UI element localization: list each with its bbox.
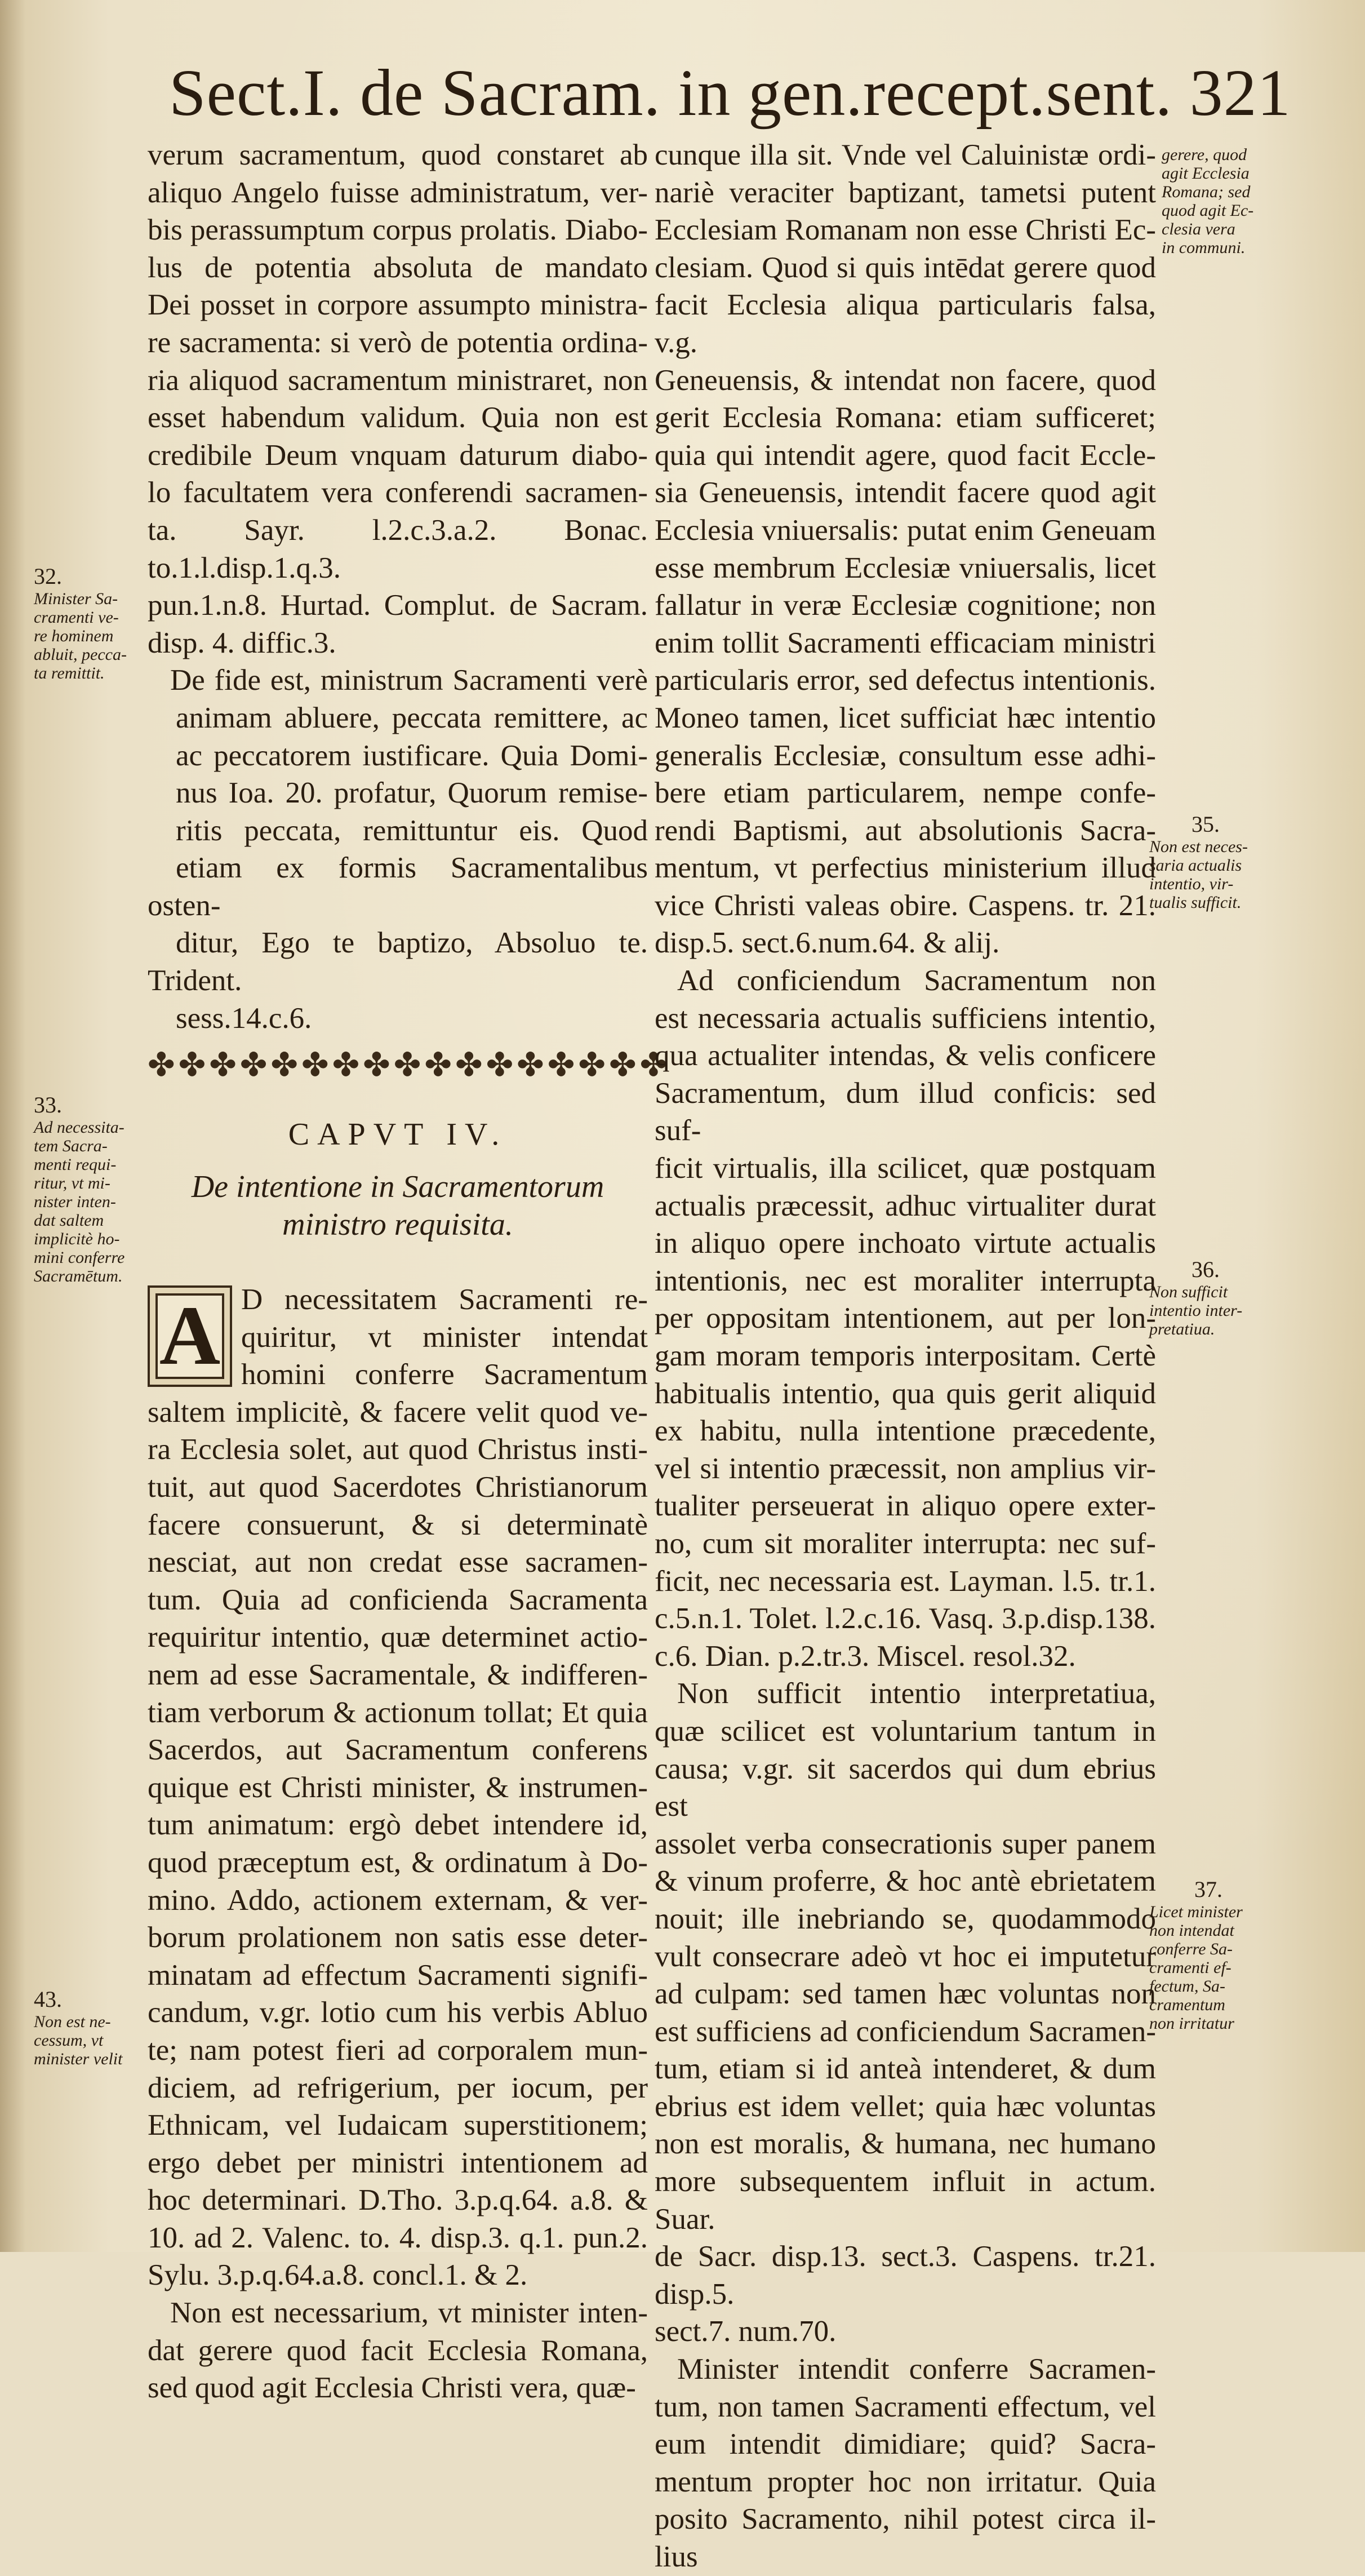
side-note-number: 33.: [34, 1092, 62, 1118]
side-note-line: non intendat: [1149, 1921, 1234, 1940]
side-note-line: implicitè ho-: [34, 1230, 120, 1248]
side-note-line: intentio, vir-: [1149, 875, 1234, 893]
text-line: generalis Ecclesiæ, consultum esse adhi-: [655, 739, 1156, 772]
text-line: non est moralis, & humana, nec humano: [655, 2127, 1156, 2161]
text-line: te; nam potest fieri ad corporalem mun-: [148, 2033, 648, 2067]
text-line: sect.7. num.70.: [655, 2315, 837, 2348]
text-line: Sacerdos, aut Sacramentum conferens: [148, 1733, 648, 1767]
page-header: Sect.I. de Sacram. in gen.recept.sent. 321: [169, 56, 1291, 130]
text-line: particularis error, sed defectus intentionis.: [655, 664, 1156, 697]
text-line: quia qui intendit agere, quod facit Eccle-: [655, 438, 1156, 472]
side-note-line: minister velit: [34, 2050, 123, 2068]
left-para-3: [148, 1394, 648, 2294]
chapter-heading: CAPVT IV.: [288, 1117, 508, 1152]
page-gutter-shadow: [0, 0, 25, 2252]
text-line: Ecclesia vniuersalis: putat enim Geneuam: [655, 513, 1156, 547]
text-line: rendi Baptismi, aut absolutionis Sacra-: [655, 814, 1156, 847]
text-line: Non sufficit intentio interpretatiua,: [677, 1677, 1156, 1710]
text-line: mino. Addo, actionem externam, & ver-: [148, 1883, 648, 1917]
side-note-line: Romana; sed: [1162, 183, 1251, 201]
text-line: mentum propter hoc non irritatur. Quia: [655, 2465, 1156, 2498]
right-para-1: [655, 136, 1156, 962]
text-line: disp.5. sect.6.num.64. & alij.: [655, 926, 1000, 960]
text-line: quæ scilicet est voluntarium tantum in: [655, 1714, 1156, 1748]
text-line: eum intendit dimidiare; quid? Sacra-: [655, 2428, 1156, 2461]
text-line: ritis peccata, remittuntur eis. Quod: [176, 814, 648, 847]
text-line: causa; v.gr. sit sacerdos qui dum ebrius est: [655, 1752, 1156, 1823]
right-para-3: [655, 1675, 1156, 2351]
text-line: tum, non tamen Sacramenti effectum, vel: [655, 2390, 1156, 2423]
text-line: fallatur in veræ Ecclesiæ cognitione; non: [655, 589, 1156, 622]
side-note-line: quod agit Ec-: [1162, 201, 1254, 220]
text-line: gam moram temporis interpositam. Certè: [655, 1340, 1156, 1372]
text-line: qua actualiter intendas, & velis conficere: [655, 1039, 1156, 1072]
text-line: per oppositam intentionem, aut per lon-: [655, 1302, 1156, 1335]
text-line: lo facultatem vera conferendi sacramen-: [148, 476, 648, 509]
side-note-line: in communi.: [1162, 238, 1246, 257]
side-note-line: non irritatur: [1149, 2014, 1234, 2033]
text-line: vel si intentio præcessit, non amplius vir-: [655, 1452, 1156, 1485]
text-line: ac peccatorem iustificare. Quia Domi-: [176, 739, 648, 772]
side-note-line: abluit, pecca-: [34, 645, 127, 664]
text-line: sed quod agit Ecclesia Christi vera, quæ-: [148, 2371, 636, 2405]
side-note-line: Non est neces-: [1149, 837, 1248, 856]
text-line: intentionis, nec est moraliter interrupta: [655, 1264, 1156, 1297]
text-line: in aliquo opere inchoato virtute actualis: [655, 1227, 1156, 1260]
text-line: candum, v.gr. lotio cum his verbis Abluo: [148, 1996, 648, 2029]
side-note-line: nister inten-: [34, 1192, 116, 1211]
right-para-4: [655, 2351, 1156, 2576]
text-line: borum prolationem non satis esse deter-: [148, 1921, 648, 1954]
text-line: Dei posset in corpore assumpto ministra-: [148, 289, 648, 322]
side-note-line: gerere, quod: [1162, 145, 1247, 164]
text-line: disp. 4. diffic.3.: [148, 626, 336, 659]
side-note-number: 43.: [34, 1987, 62, 2012]
side-note-line: Licet minister: [1149, 1903, 1243, 1921]
side-note-32: [34, 564, 141, 682]
text-line: & vinum proferre, & hoc antè ebrietatem: [655, 1865, 1156, 1898]
right-para-2: [655, 962, 1156, 1675]
right-column: [655, 136, 1156, 2576]
text-line: nem ad esse Sacramentale, & indifferen-: [148, 1658, 648, 1691]
side-note-line: saria actualis: [1149, 856, 1242, 875]
text-line: posito Sacramento, nihil potest circa il-: [655, 2503, 1156, 2536]
text-line: ta. Sayr. l.2.c.3.a.2. Bonac. to.1.l.disp.1.q.3.: [148, 513, 648, 584]
left-column: [148, 136, 671, 2407]
chapter-title: [148, 1168, 648, 1243]
text-line: tum. Quia ad conficienda Sacramenta: [148, 1583, 648, 1616]
side-note-line: cramenti ve-: [34, 608, 119, 627]
text-line: sess.14.c.6.: [176, 1001, 312, 1035]
text-line: ebrius est idem vellet; quia hæc voluntas: [655, 2090, 1156, 2123]
side-note-line: ta remittit.: [34, 664, 105, 682]
side-note-line: pretatiua.: [1149, 1320, 1215, 1338]
side-note-34-continued: [1162, 145, 1274, 257]
text-line: De fide est, ministrum Sacramenti verè: [170, 664, 648, 697]
text-line: bis perassumptum corpus prolatis. Diabo-: [148, 214, 648, 247]
side-note-line: menti requi-: [34, 1155, 117, 1174]
text-line: tiam verborum & actionum tollat; Et quia: [148, 1696, 648, 1729]
side-note-line: ritur, vt mi-: [34, 1174, 110, 1192]
side-note-37: [1149, 1877, 1268, 2033]
text-line: Geneuensis, & intendat non facere, quod: [655, 363, 1156, 397]
text-line: credibile Deum vnquam daturum diabo-: [148, 438, 648, 472]
side-note-34: [34, 1987, 146, 2068]
text-line: tum, etiam si id anteà intenderet, & dum: [655, 2052, 1156, 2086]
text-line: ficit virtualis, illa scilicet, quæ postquam: [655, 1152, 1156, 1185]
text-line: nariè veraciter baptizant, tametsi putent: [655, 176, 1156, 209]
ornament-divider: ✤✤✤✤✤✤✤✤✤✤✤✤✤✤✤✤✤: [148, 1047, 671, 1084]
text-line: vice Christi valeas obire. Caspens. tr. 21.: [655, 889, 1156, 922]
text-line: mentum, vt perfectius ministerium illud: [655, 852, 1156, 885]
text-line: homini conferre Sacramentum: [241, 1358, 648, 1391]
text-line: esse membrum Ecclesiæ vniuersalis, licet: [655, 551, 1156, 584]
text-line: Minister intendit conferre Sacramen-: [677, 2353, 1156, 2386]
text-line: lius: [655, 2540, 698, 2573]
side-note-line: re hominem: [34, 627, 114, 645]
text-line: Sylu. 3.p.q.64.a.8. concl.1. & 2.: [148, 2259, 528, 2292]
text-line: dat gerere quod facit Ecclesia Romana,: [148, 2334, 648, 2367]
side-note-line: Non est ne-: [34, 2012, 111, 2031]
text-line: est sufficiens ad conficiendum Sacramen-: [655, 2015, 1156, 2048]
text-line: nus Ioa. 20. profatur, Quorum remise-: [176, 777, 648, 810]
side-note-number: 37.: [1194, 1877, 1222, 1902]
text-line: Sacramentum, dum illud conficis: sed suf-: [655, 1076, 1156, 1147]
text-line: habitualis intentio, qua quis gerit aliquid: [655, 1377, 1156, 1410]
text-line: etiam ex formis Sacramentalibus osten-: [148, 852, 648, 922]
text-line: D necessitatem Sacramenti re-: [241, 1283, 648, 1316]
side-note-line: agit Ecclesia: [1162, 164, 1250, 183]
text-line: ad culpam: sed tamen hæc voluntas non: [655, 1978, 1156, 2011]
text-line: ditur, Ego te baptizo, Absoluo te. Trident.: [148, 926, 648, 997]
text-line: Ecclesiam Romanam non esse Christi Ec-: [655, 214, 1156, 247]
text-line: nesciat, aut non credat esse sacramen-: [148, 1546, 648, 1579]
text-line: vult consecrare adeò vt hoc ei imputetur: [655, 1940, 1156, 1973]
text-line: verum sacramentum, quod constaret ab: [148, 139, 648, 171]
left-para-2: [148, 662, 648, 1037]
text-line: facere consuerunt, & si determinatè: [148, 1508, 648, 1541]
side-note-line: intentio inter-: [1149, 1301, 1243, 1320]
side-note-number: 35.: [1191, 812, 1220, 837]
drop-cap-paragraph: [148, 1281, 648, 1394]
text-line: clesiam. Quod si quis intēdat gerere quod: [655, 251, 1156, 284]
side-note-line: fectum, Sa-: [1149, 1977, 1225, 1996]
text-line: Ethnicam, vel Iudaicam superstitionem;: [148, 2109, 648, 2142]
side-note-33: [34, 1092, 141, 1285]
text-line: actualis præcessit, adhuc virtualiter durat: [655, 1189, 1156, 1222]
side-note-36: [1149, 1257, 1262, 1338]
text-line: Ad conficiendum Sacramentum non: [677, 964, 1156, 997]
side-note-line: cessum, vt: [34, 2031, 104, 2050]
text-line: aliquo Angelo fuisse administratum, ver-: [148, 176, 648, 209]
text-line: pun.1.n.8. Hurtad. Complut. de Sacram.: [148, 589, 648, 622]
text-line: assolet verba consecrationis super panem: [655, 1827, 1156, 1860]
side-note-line: cramenti ef-: [1149, 1958, 1231, 1977]
text-line: diciem, ad refrigerium, per iocum, per: [148, 2071, 648, 2104]
side-note-line: tem Sacra-: [34, 1137, 108, 1155]
text-line: gerit Ecclesia Romana: etiam sufficeret;: [655, 401, 1156, 434]
text-line: lus de potentia absoluta de mandato: [148, 251, 648, 284]
side-note-line: Minister Sa-: [34, 589, 118, 608]
text-line: tualiter perseuerat in aliquo opere exter-: [655, 1489, 1156, 1523]
text-line: minatam ad effectum Sacramenti signifi-: [148, 1958, 648, 1992]
side-note-number: 32.: [34, 564, 62, 589]
text-line: animam abluere, peccata remittere, ac: [176, 701, 648, 734]
chapter-title-line: ministro requisita.: [282, 1207, 513, 1242]
text-line: 10. ad 2. Valenc. to. 4. disp.3. q.1. pun.2.: [148, 2221, 648, 2254]
text-line: re sacramenta: si verò de potentia ordina-: [148, 326, 648, 359]
text-line: sia Geneuensis, intendit facere quod agit: [655, 476, 1156, 509]
text-line: cunque illa sit. Vnde vel Caluinistæ ordi-: [655, 139, 1156, 171]
text-line: est necessaria actualis sufficiens intentio,: [655, 1001, 1156, 1035]
chapter-title-line: De intentione in Sacramentorum: [191, 1169, 604, 1205]
side-note-line: cramentum: [1149, 1996, 1225, 2014]
text-line: c.6. Dian. p.2.tr.3. Miscel. resol.32.: [655, 1639, 1076, 1673]
text-line: quiritur, vt minister intendat: [241, 1320, 648, 1354]
side-note-line: clesia vera: [1162, 220, 1235, 238]
text-line: more subsequentem influit in actum. Suar.: [655, 2165, 1156, 2236]
left-para-1: [148, 136, 648, 662]
text-line: quique est Christi minister, & instrumen-: [148, 1771, 648, 1804]
text-line: requiritur intentio, quæ determinet actio-: [148, 1621, 648, 1654]
side-note-line: mini conferre: [34, 1248, 125, 1267]
text-line: ergo debet per ministri intentionem ad: [148, 2146, 648, 2179]
text-line: ficit, nec necessaria est. Layman. l.5. tr.1.: [655, 1564, 1156, 1598]
text-line: saltem implicitè, & facere velit quod ve-: [148, 1395, 648, 1429]
side-note-line: Non sufficit: [1149, 1283, 1228, 1301]
side-note-line: Sacramētum.: [34, 1267, 123, 1285]
text-line: ria aliquod sacramentum ministraret, non: [148, 363, 648, 397]
side-note-line: tualis sufficit.: [1149, 893, 1242, 912]
text-line: nouit; ille inebriando se, quodammodo: [655, 1902, 1156, 1935]
text-line: no, cum sit moraliter interrupta: nec suf-: [655, 1527, 1156, 1560]
text-line: ex habitu, nulla intentione præcedente,: [655, 1415, 1156, 1448]
text-line: c.5.n.1. Tolet. l.2.c.16. Vasq. 3.p.disp.138.: [655, 1602, 1156, 1635]
text-line: bere etiam particularem, nempe confe-: [655, 777, 1156, 810]
left-para-4: [148, 2294, 648, 2407]
text-line: hoc determinari. D.Tho. 3.p.q.64. a.8. &: [148, 2184, 648, 2217]
text-line: esset habendum validum. Quia non est: [148, 401, 648, 434]
text-line: tuit, aut quod Sacerdotes Christianorum: [148, 1471, 648, 1504]
text-line: tum animatum: ergò debet intendere id,: [148, 1808, 648, 1842]
text-line: quod præceptum est, & ordinatum à Do-: [148, 1846, 648, 1879]
text-line: enim tollit Sacramenti efficaciam ministri: [655, 626, 1156, 659]
text-line: Moneo tamen, licet sufficiat hæc intentio: [655, 701, 1156, 734]
text-line: ra Ecclesia solet, aut quod Christus insti-: [148, 1433, 648, 1466]
side-note-number: 36.: [1191, 1257, 1220, 1282]
text-line: Non est necessarium, vt minister inten-: [170, 2296, 648, 2330]
side-note-line: dat saltem: [34, 1211, 104, 1230]
side-note-line: Ad necessita-: [34, 1118, 125, 1137]
drop-cap-initial: A: [148, 1285, 232, 1387]
text-line: de Sacr. disp.13. sect.3. Caspens. tr.21. disp.5.: [655, 2240, 1156, 2311]
text-line: facit Ecclesia aliqua particularis falsa, v.g.: [655, 289, 1156, 359]
side-note-35: [1149, 812, 1262, 912]
side-note-line: conferre Sa-: [1149, 1940, 1233, 1958]
